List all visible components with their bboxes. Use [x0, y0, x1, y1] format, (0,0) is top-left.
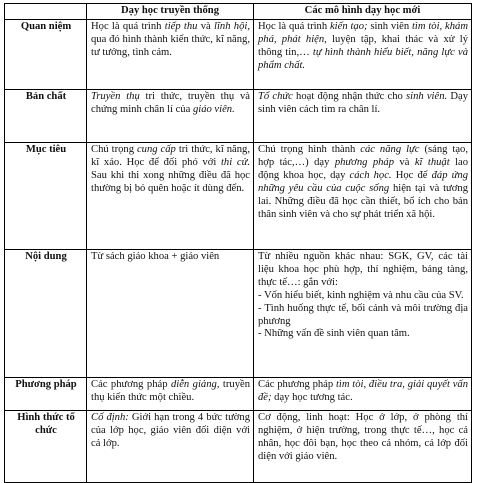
- table-row-quan-niem: [5, 20, 472, 90]
- text-segment: Các phương pháp: [91, 379, 171, 390]
- text-segment: hiện tại và tương lai. Những điều đã học cần thiết, bổ ích cho bản thân sinh viên và cho sự phát triển xã hội.: [258, 182, 468, 220]
- italic-text-segment: tìm tòi, điều tra, giải quyết vấn đề;: [258, 379, 468, 403]
- text-segment: tri thức, truyền thụ và chứng minh chân lí của: [91, 91, 250, 115]
- italic-text-segment: các năng lực: [360, 144, 420, 155]
- content-line: - Vốn hiểu biết, kinh nghiệm và nhu cầu của SV.: [258, 289, 464, 301]
- table-row-muc-tieu: [5, 143, 472, 250]
- text-segment: (sáng tạo, hợp tác,…) dạy: [258, 144, 468, 168]
- text-segment: Sau khi thi xong những điều đã học thường bị bỏ quên hoặc ít dùng đến.: [91, 169, 250, 194]
- text-segment: Học là quá trình: [258, 21, 330, 32]
- italic-text-segment: Tổ chức: [258, 91, 293, 102]
- content-line: Từ nhiều nguồn khác nhau: SGK, GV, các tài liệu khoa học phù hợp, thí nghiệm, bảng tàng, thực tế…: gắn với:: [258, 251, 468, 288]
- text-segment: Cơ động, linh hoạt: Học ở lớp, ở phòng thí nghiệm, ở hiện trường, trong thực tế…, học cá nhân, học đôi bạn, học theo cả nhóm, cả lớp đối diện với giáo viên.: [258, 412, 468, 462]
- traditional-cell: [87, 378, 254, 411]
- italic-text-segment: kĩ thuật: [414, 156, 450, 168]
- table-row-ban-chat: [5, 90, 472, 143]
- row-label: Nội dung: [5, 250, 87, 378]
- header-corner: [5, 4, 87, 20]
- italic-text-segment: thi cử.: [220, 156, 250, 168]
- italic-text-segment: tìm tòi, khám phá, phát hiện,: [258, 21, 468, 45]
- italic-text-segment: đáp ứng những yêu cầu của cuộc sống: [258, 169, 468, 194]
- text-segment: truyền thụ kiến thức một chiều.: [91, 379, 250, 403]
- text-segment: dạy học tương tác.: [271, 391, 353, 403]
- header-traditional: Dạy học truyền thống: [87, 4, 254, 20]
- row-label: Quan niệm: [5, 20, 87, 90]
- text-segment: tri thức, kĩ năng, kĩ xảo. Học để đối phó với: [91, 144, 250, 168]
- italic-text-segment: diễn giảng,: [170, 379, 220, 390]
- text-segment: Chú trọng hình thành: [258, 144, 361, 155]
- traditional-cell: [87, 411, 254, 483]
- modern-cell: [254, 250, 472, 378]
- table-header-row: [5, 4, 472, 20]
- italic-text-segment: giáo viên.: [192, 103, 235, 115]
- text-segment: và: [197, 21, 215, 32]
- comparison-table: [4, 3, 472, 483]
- modern-cell: [254, 20, 472, 90]
- modern-cell: [254, 90, 472, 143]
- traditional-cell: [87, 250, 254, 378]
- table-row-noi-dung: [5, 250, 472, 378]
- text-segment: Từ sách giáo khoa + giáo viên: [91, 251, 220, 262]
- italic-text-segment: tự hình thành hiểu biết, năng lực và phẩm chất.: [258, 46, 469, 71]
- content-line: - Những vấn đề sinh viên quan tâm.: [258, 328, 410, 340]
- text-segment: Học là quá trình: [91, 21, 165, 32]
- traditional-cell: [87, 90, 254, 143]
- text-segment: Học để: [391, 169, 432, 181]
- traditional-cell: [87, 143, 254, 250]
- text-segment: , qua đó hình thành kiến thức, kĩ năng, tư tưởng, tình cảm.: [91, 21, 251, 58]
- text-segment: Chú trọng: [91, 144, 137, 155]
- table-row-phuong-phap: [5, 378, 472, 411]
- modern-cell: [254, 411, 472, 483]
- content-line: - Tình huống thực tế, bối cảnh và môi trường địa phương: [258, 302, 468, 327]
- row-label: Phương pháp: [5, 378, 87, 411]
- row-label: Bản chất: [5, 90, 87, 143]
- modern-cell: [254, 378, 472, 411]
- text-segment: Các phương pháp: [258, 379, 336, 390]
- modern-cell: [254, 143, 472, 250]
- header-modern: Các mô hình dạy học mới: [254, 4, 472, 20]
- text-segment: Dạy sinh viên cách tìm ra chân lí.: [258, 91, 468, 115]
- italic-text-segment: Cố định:: [91, 412, 129, 423]
- table-row-hinh-thuc: [5, 411, 472, 483]
- italic-text-segment: phương pháp: [334, 156, 395, 168]
- text-segment: Giới hạn trong 4 bức tường của lớp học, giáo viên đối diện với cả lớp.: [91, 412, 251, 449]
- italic-text-segment: sinh viên.: [406, 91, 448, 102]
- row-label: Mục tiêu: [5, 143, 87, 250]
- italic-text-segment: cung cấp: [136, 144, 176, 155]
- row-label: Hình thức tổ chức: [5, 411, 87, 483]
- text-segment: lao động khoa học, dạy: [258, 156, 468, 181]
- traditional-cell: [87, 20, 254, 90]
- italic-text-segment: Truyền thụ: [91, 91, 140, 102]
- text-segment: sinh viên: [367, 21, 412, 32]
- italic-text-segment: cách học.: [349, 169, 392, 181]
- text-segment: luyện tập, khai thác và xử lý thông tin,…: [258, 33, 469, 58]
- italic-text-segment: kiến tạo;: [329, 21, 368, 32]
- italic-text-segment: tiếp thu: [164, 21, 198, 32]
- text-segment: và: [394, 156, 415, 168]
- text-segment: hoạt động nhận thức cho: [292, 91, 406, 102]
- italic-text-segment: lĩnh hội: [214, 21, 248, 32]
